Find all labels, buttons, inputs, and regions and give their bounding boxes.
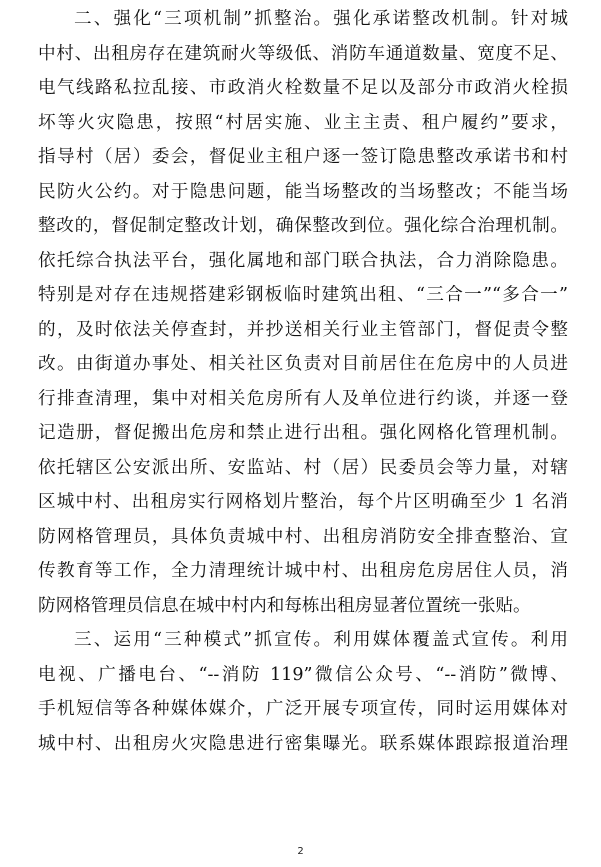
paragraph-line: 防网格管理员，具体负责城中村、出租房消防安全排查整治、宣 — [38, 526, 568, 547]
paragraph-line: 特别是对存在违规搭建彩钢板临时建筑出租、“三合一”“多合一” — [38, 285, 568, 305]
paragraph-line: 指导村（居）委会，督促业主租户逐一签订隐患整改承诺书和村 — [38, 147, 568, 167]
paragraph-line: 整改的，督促制定整改计划，确保整改到位。强化综合治理机制。 — [38, 216, 568, 236]
paragraph-line: 二、强化“三项机制”抓整治。强化承诺整改机制。针对城 — [74, 9, 568, 29]
paragraph-line: 防网格管理员信息在城中村内和每栋出租房显著位置统一张贴。 — [38, 595, 531, 616]
paragraph-line: 行排查清理，集中对相关危房所有人及单位进行约谈，并逐一登 — [38, 388, 568, 409]
paragraph-line: 依托综合执法平台，强化属地和部门联合执法，合力消除隐患。 — [38, 250, 568, 271]
paragraph-line: 区城中村、出租房实行网格划片整治，每个片区明确至少 1 名消 — [38, 492, 568, 512]
paragraph-line: 中村、出租房存在建筑耐火等级低、消防车通道数量、宽度不足、 — [38, 43, 568, 64]
body-text — [38, 2, 568, 761]
page-number: 2 — [297, 846, 304, 857]
paragraph-line: 城中村、出租房火灾隐患进行密集曝光。联系媒体跟踪报道治理 — [38, 733, 568, 754]
paragraph-line: 记造册，督促搬出危房和禁止进行出租。强化网格化管理机制。 — [38, 423, 568, 443]
paragraph-line: 电视、广播电台、“--消防 119”微信公众号、“--消防”微博、 — [38, 664, 568, 685]
paragraph-line: 传教育等工作，全力清理统计城中村、出租房危房居住人员，消 — [38, 561, 568, 581]
paragraph-line: 依托辖区公安派出所、安监站、村（居）民委员会等力量，对辖 — [38, 457, 568, 478]
paragraph-line: 民防火公约。对于隐患问题，能当场整改的当场整改；不能当场 — [38, 181, 568, 202]
paragraph-line: 手机短信等各种媒体媒介，广泛开展专项宣传，同时运用媒体对 — [38, 699, 568, 719]
paragraph-line: 电气线路私拉乱接、市政消火栓数量不足以及部分市政消火栓损 — [38, 78, 568, 98]
paragraph-line: 三、运用“三种模式”抓宣传。利用媒体覆盖式宣传。利用 — [74, 630, 568, 650]
paragraph-line: 的，及时依法关停查封，并抄送相关行业主管部门，督促责令整 — [38, 319, 568, 340]
paragraph-line: 坏等火灾隐患，按照“村居实施、业主主责、租户履约”要求， — [38, 112, 568, 133]
paragraph-line: 改。由街道办事处、相关社区负责对目前居住在危房中的人员进 — [38, 354, 568, 374]
